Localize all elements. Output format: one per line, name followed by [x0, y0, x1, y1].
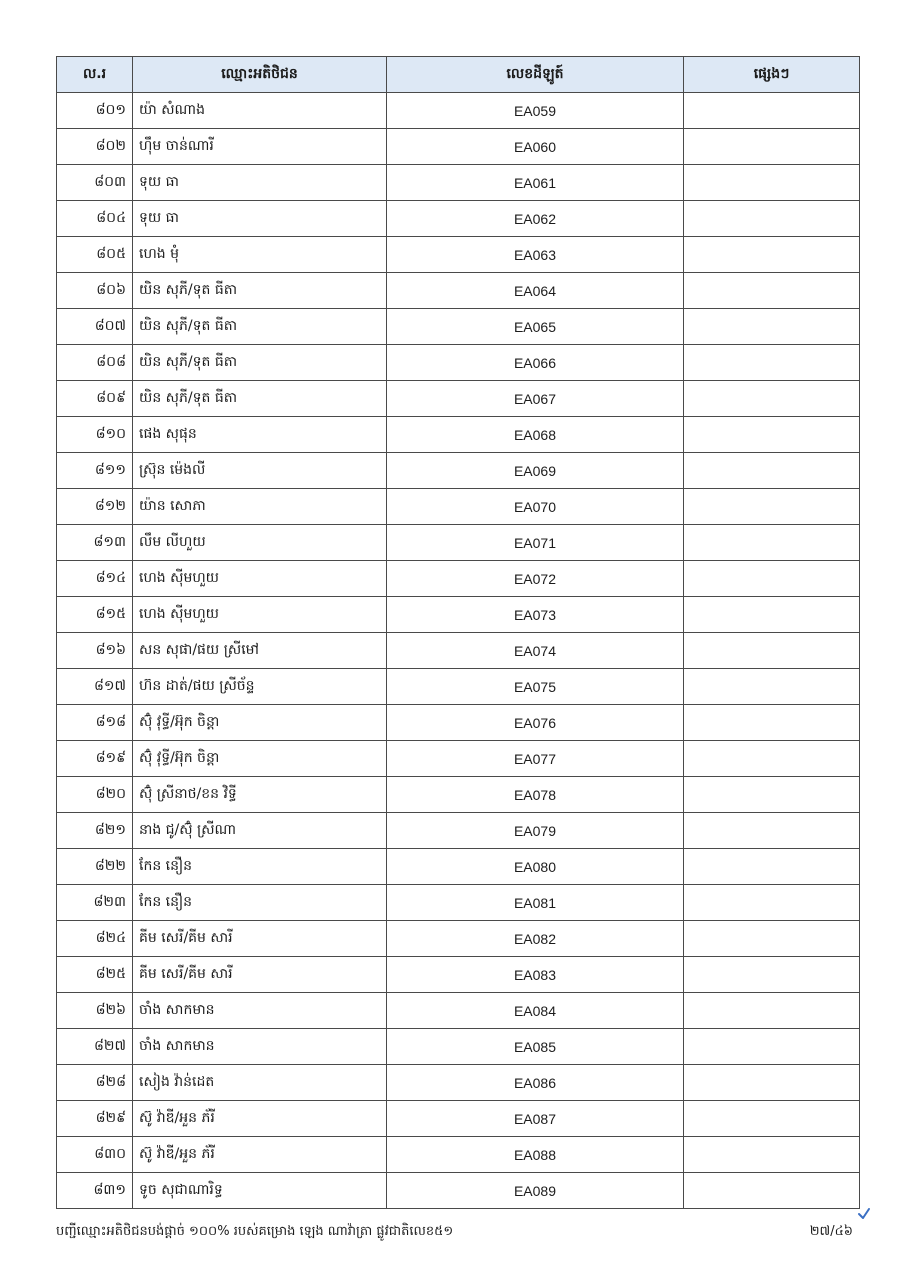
- table-row: [57, 489, 860, 525]
- header-land-number: លេខដីឡូត៍: [387, 57, 684, 93]
- table-row: [57, 669, 860, 705]
- row-number: ៨១៧: [57, 669, 133, 705]
- table-row: [57, 705, 860, 741]
- customer-name: យិន សុភី/ទុត ធីតា: [133, 309, 387, 345]
- customer-name: ហ៊ន ដាត់/ផយ ស្រីច័ន្ទ: [133, 669, 387, 705]
- customer-name: គីម សេរី/គីម សារី: [133, 921, 387, 957]
- row-number: ៨១៩: [57, 741, 133, 777]
- row-number: ៨១១: [57, 453, 133, 489]
- row-number: ៨០៩: [57, 381, 133, 417]
- customer-name: ស្រ៊ុន ម៉េងលី: [133, 453, 387, 489]
- row-number: ៨១៥: [57, 597, 133, 633]
- table-row: [57, 741, 860, 777]
- customer-name: នាង ជូ/ស៊ុំ ស្រីណា: [133, 813, 387, 849]
- table-row: [57, 1173, 860, 1209]
- table-header: [57, 57, 860, 93]
- land-number: EA082: [387, 921, 684, 957]
- table-row: [57, 957, 860, 993]
- other-note: [684, 1029, 860, 1065]
- land-number: EA064: [387, 273, 684, 309]
- land-number: EA069: [387, 453, 684, 489]
- other-note: [684, 1173, 860, 1209]
- land-number: EA085: [387, 1029, 684, 1065]
- customer-name: ចាំង សាកមាន: [133, 1029, 387, 1065]
- customer-name: កែន នឿន: [133, 849, 387, 885]
- table-row: [57, 1137, 860, 1173]
- other-note: [684, 237, 860, 273]
- customer-name: កែន នឿន: [133, 885, 387, 921]
- table-row: [57, 1101, 860, 1137]
- land-number: EA072: [387, 561, 684, 597]
- table-row: [57, 921, 860, 957]
- land-number: EA076: [387, 705, 684, 741]
- table-row: [57, 273, 860, 309]
- other-note: [684, 777, 860, 813]
- land-number: EA063: [387, 237, 684, 273]
- other-note: [684, 921, 860, 957]
- other-note: [684, 993, 860, 1029]
- row-number: ៨១៨: [57, 705, 133, 741]
- customer-name: លឹម លីហួយ: [133, 525, 387, 561]
- customer-name: ចាំង សាកមាន: [133, 993, 387, 1029]
- customer-name: យិន សុភី/ទុត ធីតា: [133, 345, 387, 381]
- table-row: [57, 129, 860, 165]
- customer-name: ស៊ូ វ៉ាឌី/អួន ភ័រី: [133, 1101, 387, 1137]
- land-number: EA079: [387, 813, 684, 849]
- other-note: [684, 849, 860, 885]
- table-row: [57, 1029, 860, 1065]
- land-number: EA065: [387, 309, 684, 345]
- table-row: [57, 201, 860, 237]
- row-number: ៨០៧: [57, 309, 133, 345]
- land-number: EA074: [387, 633, 684, 669]
- other-note: [684, 957, 860, 993]
- other-note: [684, 345, 860, 381]
- table-body: [57, 93, 860, 1209]
- table-row: [57, 381, 860, 417]
- row-number: ៨២៦: [57, 993, 133, 1029]
- row-number: ៨២៤: [57, 921, 133, 957]
- row-number: ៨២១: [57, 813, 133, 849]
- row-number: ៨១២: [57, 489, 133, 525]
- land-number: EA083: [387, 957, 684, 993]
- row-number: ៨២៨: [57, 1065, 133, 1101]
- land-number: EA080: [387, 849, 684, 885]
- other-note: [684, 561, 860, 597]
- customer-name: សៀង វ៉ាន់ដេត: [133, 1065, 387, 1101]
- header-no: ល.រ: [57, 57, 133, 93]
- land-number: EA089: [387, 1173, 684, 1209]
- customer-name: ហេង ស៊ីមហួយ: [133, 597, 387, 633]
- customer-name: យិន សុភី/ទុត ធីតា: [133, 273, 387, 309]
- customer-name: ស៊ុំ ស្រីនាថ/ខន វិទ្ធី: [133, 777, 387, 813]
- table-row: [57, 813, 860, 849]
- customer-name: គីម សេរី/គីម សារី: [133, 957, 387, 993]
- land-number: EA088: [387, 1137, 684, 1173]
- other-note: [684, 633, 860, 669]
- row-number: ៨០៥: [57, 237, 133, 273]
- other-note: [684, 597, 860, 633]
- row-number: ៨៣១: [57, 1173, 133, 1209]
- customer-name: ទុយ ធា: [133, 165, 387, 201]
- other-note: [684, 309, 860, 345]
- land-number: EA087: [387, 1101, 684, 1137]
- row-number: ៨០១: [57, 93, 133, 129]
- other-note: [684, 453, 860, 489]
- other-note: [684, 741, 860, 777]
- table-row: [57, 93, 860, 129]
- row-number: ៨១០: [57, 417, 133, 453]
- other-note: [684, 813, 860, 849]
- customer-name: ផេង សុផុន: [133, 417, 387, 453]
- customer-name: យិន សុភី/ទុត ធីតា: [133, 381, 387, 417]
- land-number: EA077: [387, 741, 684, 777]
- table-row: [57, 597, 860, 633]
- other-note: [684, 381, 860, 417]
- header-other: ផ្សេងៗ: [684, 57, 860, 93]
- customer-name: ស៊ុំ វុទ្ធី/អ៊ុក ចិន្តា: [133, 705, 387, 741]
- land-number: EA067: [387, 381, 684, 417]
- land-number: EA059: [387, 93, 684, 129]
- row-number: ៨០២: [57, 129, 133, 165]
- other-note: [684, 93, 860, 129]
- other-note: [684, 1137, 860, 1173]
- other-note: [684, 1065, 860, 1101]
- land-number: EA086: [387, 1065, 684, 1101]
- customer-name: ទូច សុជាណារិទ្ធ: [133, 1173, 387, 1209]
- land-number: EA066: [387, 345, 684, 381]
- header-customer-name: ឈ្មោះអតិថិជន: [133, 57, 387, 93]
- other-note: [684, 669, 860, 705]
- land-number: EA081: [387, 885, 684, 921]
- other-note: [684, 165, 860, 201]
- header-row: [57, 57, 860, 93]
- land-number: EA060: [387, 129, 684, 165]
- row-number: ៨០៤: [57, 201, 133, 237]
- land-number: EA061: [387, 165, 684, 201]
- customer-table: [56, 56, 860, 1209]
- customer-name: ទុយ ធា: [133, 201, 387, 237]
- row-number: ៨២៥: [57, 957, 133, 993]
- other-note: [684, 201, 860, 237]
- row-number: ៨២៩: [57, 1101, 133, 1137]
- table-row: [57, 993, 860, 1029]
- other-note: [684, 1101, 860, 1137]
- other-note: [684, 525, 860, 561]
- land-number: EA084: [387, 993, 684, 1029]
- land-number: EA078: [387, 777, 684, 813]
- other-note: [684, 489, 860, 525]
- table-row: [57, 849, 860, 885]
- customer-name: ស៊ូ វ៉ាឌី/អួន ភ័រី: [133, 1137, 387, 1173]
- table-row: [57, 345, 860, 381]
- table-row: [57, 1065, 860, 1101]
- table-row: [57, 633, 860, 669]
- other-note: [684, 885, 860, 921]
- row-number: ៨២៧: [57, 1029, 133, 1065]
- land-number: EA075: [387, 669, 684, 705]
- other-note: [684, 273, 860, 309]
- row-number: ៨០៦: [57, 273, 133, 309]
- row-number: ៨៣០: [57, 1137, 133, 1173]
- customer-name: ហ៊ឹម ចាន់ណារី: [133, 129, 387, 165]
- customer-name: ហេង ស៊ីមហួយ: [133, 561, 387, 597]
- footer-document-title: បញ្ជីឈ្មោះអតិថិជនបង់ផ្តាច់ ១០០% របស់គម្រោង ឡេង ណាវ៉ាត្រា ផ្លូវជាតិលេខ៥១: [56, 1224, 454, 1239]
- checkmark-icon: [857, 1207, 871, 1221]
- row-number: ៨២២: [57, 849, 133, 885]
- row-number: ៨១៣: [57, 525, 133, 561]
- table-row: [57, 777, 860, 813]
- row-number: ៨២០: [57, 777, 133, 813]
- other-note: [684, 417, 860, 453]
- customer-name: ស៊ុំ វុទ្ធី/អ៊ុក ចិន្តា: [133, 741, 387, 777]
- customer-name: យ៉ា សំណាង: [133, 93, 387, 129]
- row-number: ៨០៨: [57, 345, 133, 381]
- table-row: [57, 237, 860, 273]
- document-page: [56, 56, 859, 1209]
- table-row: [57, 525, 860, 561]
- row-number: ៨១៤: [57, 561, 133, 597]
- row-number: ៨០៣: [57, 165, 133, 201]
- land-number: EA068: [387, 417, 684, 453]
- table-row: [57, 417, 860, 453]
- table-row: [57, 453, 860, 489]
- other-note: [684, 705, 860, 741]
- table-row: [57, 165, 860, 201]
- customer-name: ហេង មុំ: [133, 237, 387, 273]
- row-number: ៨២៣: [57, 885, 133, 921]
- land-number: EA073: [387, 597, 684, 633]
- row-number: ៨១៦: [57, 633, 133, 669]
- table-row: [57, 561, 860, 597]
- land-number: EA062: [387, 201, 684, 237]
- land-number: EA070: [387, 489, 684, 525]
- table-row: [57, 885, 860, 921]
- other-note: [684, 129, 860, 165]
- land-number: EA071: [387, 525, 684, 561]
- table-row: [57, 309, 860, 345]
- footer-page-number: ២៧/៤៦: [809, 1224, 853, 1239]
- customer-name: យ៉ាន សោភា: [133, 489, 387, 525]
- customer-name: សន សុផា/ផយ ស្រីមៅ: [133, 633, 387, 669]
